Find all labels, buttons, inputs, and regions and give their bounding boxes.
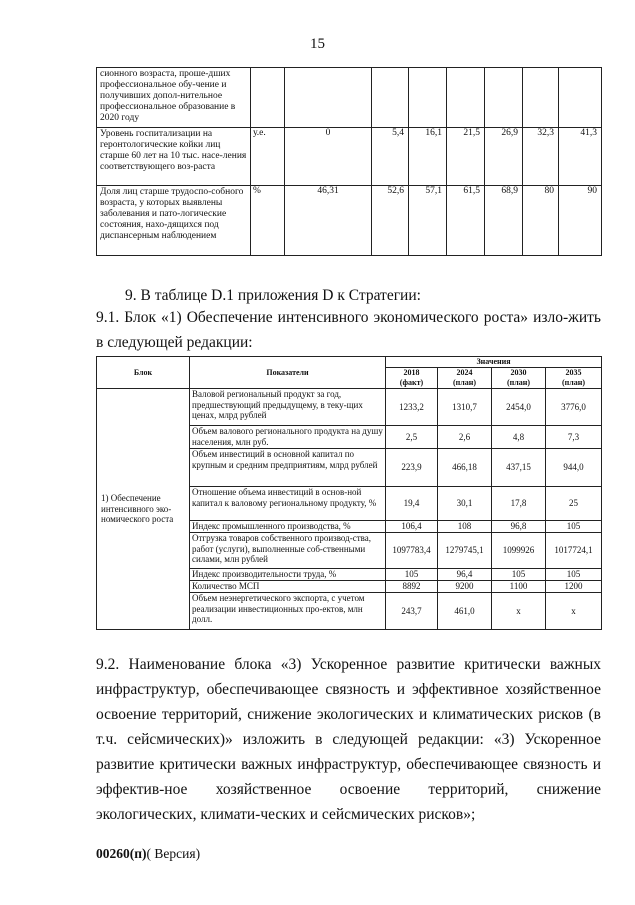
- paragraph-9-2: 9.2. Наименование блока «3) Ускоренное развитие критически важных инфраструктур, обеспечивающее связность и эффективное хозяйственное освоение территорий, снижение экологических и климатических рисков (в т.ч. сейсмических)» изложить в следующей редакции: «3) Ускоренное развитие критически важных инфраструктур, обеспечивающее связность и эффектив-ное хозяйственное освоение территорий, снижение экологических, климати-ческих и сейсмических рисков»;: [96, 656, 601, 823]
- table1-row: [97, 68, 602, 128]
- header-block: Блок: [97, 357, 190, 389]
- table2-value: 1097783,4: [386, 533, 438, 569]
- table1-value: [409, 68, 447, 128]
- table2-value: 3776,0: [546, 389, 602, 426]
- header-year-value: 2035: [565, 368, 582, 377]
- table2-value: 1099926: [492, 533, 546, 569]
- table2-value: 25: [546, 487, 602, 521]
- table1-value: 16,1: [409, 128, 447, 186]
- table2-value: 96,8: [492, 521, 546, 533]
- paragraph-9: 9. В таблице D.1 приложения D к Стратегии:: [125, 287, 421, 304]
- table2-value: 105: [386, 569, 438, 581]
- table1-value: 21,5: [447, 128, 485, 186]
- table1-value: 52,6: [372, 186, 409, 256]
- table2-value: 1100: [492, 581, 546, 593]
- table1-unit: [251, 68, 285, 128]
- table1-value: 46,31: [285, 186, 372, 256]
- table2-value: 223,9: [386, 449, 438, 487]
- paragraph-9-1: 9.1. Блок «1) Обеспечение интенсивного экономического роста» изло-жить в следующей редакции:: [96, 309, 601, 351]
- page-number: 15: [310, 36, 325, 52]
- table2-indicator: Валовой региональный продукт за год, предшествующий предыдущему, в теку-щих ценах, млрд рублей: [190, 389, 386, 426]
- table2-value: 1279745,1: [438, 533, 492, 569]
- table1-value: [447, 68, 485, 128]
- header-year-note: (факт): [399, 378, 424, 387]
- table1-value: [559, 68, 602, 128]
- table2-value: 30,1: [438, 487, 492, 521]
- table2-value: 1310,7: [438, 389, 492, 426]
- table2-indicator: Объем валового регионального продукта на душу населения, млн руб.: [190, 426, 386, 449]
- table2-value: 1233,2: [386, 389, 438, 426]
- table2-value: 1200: [546, 581, 602, 593]
- table1-row: [97, 128, 602, 186]
- table1-unit: у.е.: [251, 128, 285, 186]
- table2-value: 2,6: [438, 426, 492, 449]
- table2-value: 944,0: [546, 449, 602, 487]
- table2-indicator: Отношение объема инвестиций в основ-ной капитал к валовому региональному продукту, %: [190, 487, 386, 521]
- header-year: [492, 368, 546, 389]
- table2-value: 105: [546, 521, 602, 533]
- header-year-value: 2024: [456, 368, 473, 377]
- table2-value: 105: [492, 569, 546, 581]
- table2-indicator: Количество МСП: [190, 581, 386, 593]
- table2-value: 8892: [386, 581, 438, 593]
- header-year: [546, 368, 602, 389]
- table1-value: [372, 68, 409, 128]
- table1-value: [285, 68, 372, 128]
- table2-value: 17,8: [492, 487, 546, 521]
- table1-row: [97, 186, 602, 256]
- table2-value: 4,8: [492, 426, 546, 449]
- table1-unit: %: [251, 186, 285, 256]
- table1-value: 5,4: [372, 128, 409, 186]
- table2-value: 96,4: [438, 569, 492, 581]
- table2-value: 461,0: [438, 593, 492, 630]
- table1-value: 80: [523, 186, 559, 256]
- table1-indicator: сионного возраста, проше-дших профессиональное обу-чение и получивших допол-нительное профессиональное образование в 2020 году: [97, 68, 251, 128]
- table1-value: 32,3: [523, 128, 559, 186]
- header-year-note: (план): [506, 378, 531, 387]
- header-values: Значения: [386, 357, 602, 368]
- table2-value: х: [492, 593, 546, 630]
- table2-indicator: Индекс промышленного производства, %: [190, 521, 386, 533]
- header-year-value: 2030: [510, 368, 527, 377]
- economic-growth-table: [96, 356, 602, 630]
- table2-value: 2,5: [386, 426, 438, 449]
- table2-indicator: Индекс производительности труда, %: [190, 569, 386, 581]
- table1-value: [523, 68, 559, 128]
- table2-value: 9200: [438, 581, 492, 593]
- table2-value: 437,15: [492, 449, 546, 487]
- table1-value: 26,9: [485, 128, 523, 186]
- header-year: [438, 368, 492, 389]
- table2-value: 1017724,1: [546, 533, 602, 569]
- table2-value: 243,7: [386, 593, 438, 630]
- table1-value: 61,5: [447, 186, 485, 256]
- header-year: [386, 368, 438, 389]
- header-year-note: (план): [452, 378, 477, 387]
- document-version: ( Версия): [146, 846, 201, 861]
- table2-indicator: Объем неэнергетического экспорта, с учетом реализации инвестиционных про-ектов, млн долл.: [190, 593, 386, 630]
- table1-value: 57,1: [409, 186, 447, 256]
- table1-indicator: Доля лиц старше трудоспо-собного возраста, у которых выявлены заболевания и пато-логические состояния, нахо-дящихся под диспансерным наблюдением: [97, 186, 251, 256]
- table1-value: [485, 68, 523, 128]
- table2-value: 466,18: [438, 449, 492, 487]
- table2-value: 2454,0: [492, 389, 546, 426]
- table1-value: 0: [285, 128, 372, 186]
- footer: [96, 846, 200, 862]
- header-year-value: 2018: [403, 368, 420, 377]
- indicators-table-continued: [96, 67, 602, 256]
- table2-value: 7,3: [546, 426, 602, 449]
- table2-indicator: Объем инвестиций в основной капитал по крупным и средним предприятиям, млрд рублей: [190, 449, 386, 487]
- document-code: 00260(п): [96, 846, 147, 861]
- table2-row: [97, 389, 602, 426]
- table2-value: 19,4: [386, 487, 438, 521]
- header-indicators: Показатели: [190, 357, 386, 389]
- table2-value: 105: [546, 569, 602, 581]
- table2-value: 108: [438, 521, 492, 533]
- table1-indicator: Уровень госпитализации на геронтологические койки лиц старше 60 лет на 10 тыс. насе-ления соответствующего воз-раста: [97, 128, 251, 186]
- table1-value: 68,9: [485, 186, 523, 256]
- table1-value: 90: [559, 186, 602, 256]
- table2-indicator: Отгрузка товаров собственного производ-ства, работ (услуги), выполненные соб-ственными силами, млн рублей: [190, 533, 386, 569]
- block-name: 1) Обеспечение интенсивного эко-номического роста: [97, 389, 190, 630]
- table2-value: х: [546, 593, 602, 630]
- table2-value: 106,4: [386, 521, 438, 533]
- header-year-note: (план): [561, 378, 586, 387]
- table1-value: 41,3: [559, 128, 602, 186]
